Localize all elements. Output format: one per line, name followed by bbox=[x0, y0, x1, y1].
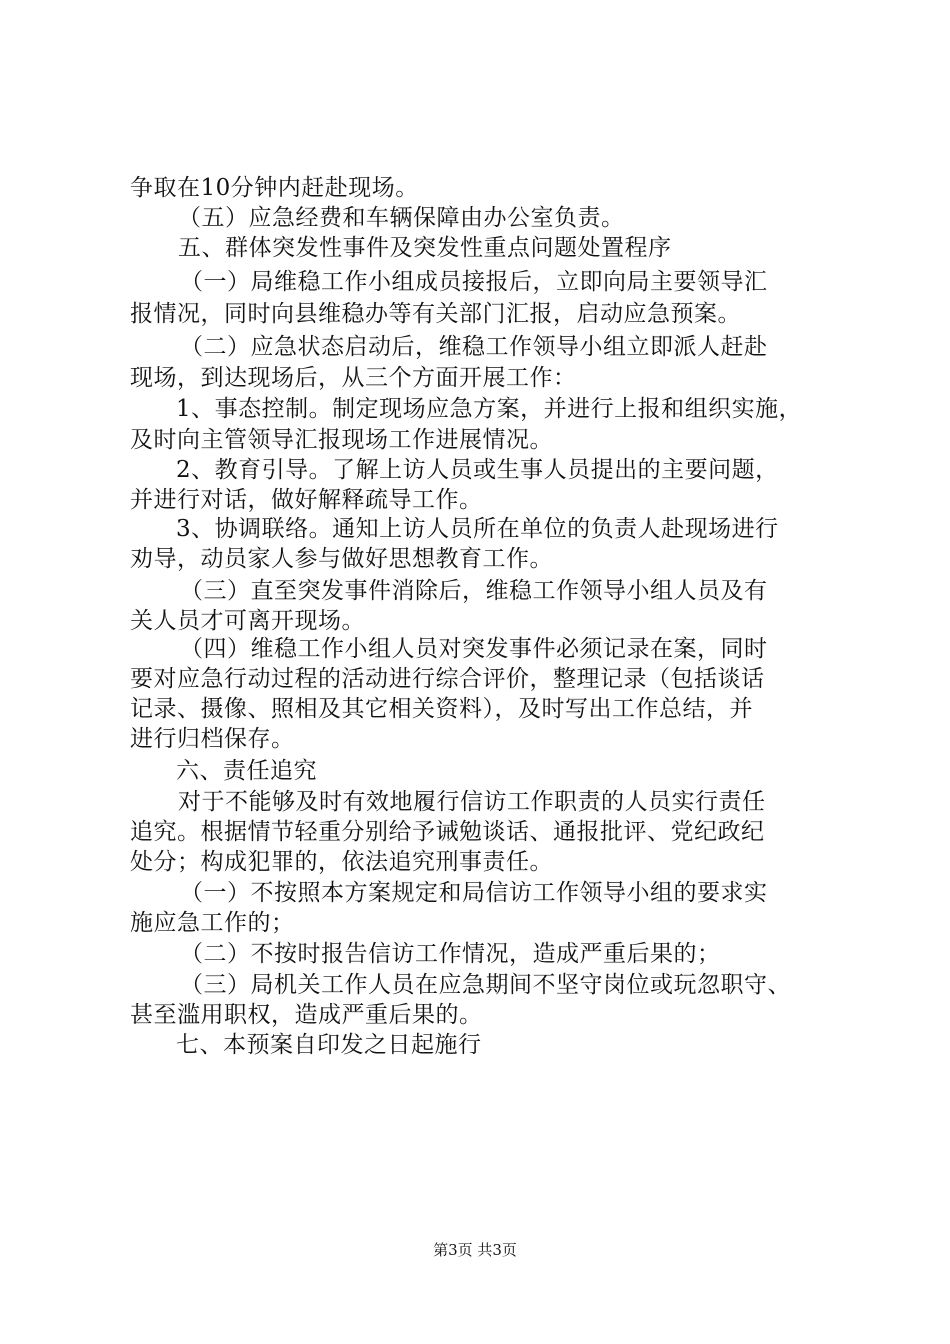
paragraph-line: 争取在10分钟内赶赴现场。 bbox=[130, 175, 419, 201]
paragraph-line: 1、事态控制。制定现场应急方案，并进行上报和组织实施， bbox=[176, 396, 803, 422]
paragraph-line: （三）直至突发事件消除后，维稳工作领导小组人员及有 bbox=[180, 578, 768, 604]
paragraph-line: 报情况，同时向县维稳办等有关部门汇报，启动应急预案。 bbox=[130, 301, 741, 327]
paragraph-line: （四）维稳工作小组人员对突发事件必须记录在案，同时 bbox=[180, 636, 768, 662]
paragraph-line: 现场，到达现场后，从三个方面开展工作： bbox=[130, 365, 577, 391]
paragraph-line: 要对应急行动过程的活动进行综合评价，整理记录（包括谈话 bbox=[130, 666, 765, 692]
paragraph-line: 施应急工作的； bbox=[130, 910, 295, 936]
paragraph-line: （二）应急状态启动后，维稳工作领导小组立即派人赶赴 bbox=[180, 334, 768, 360]
paragraph-line: 记录、摄像、照相及其它相关资料），及时写出工作总结，并 bbox=[130, 696, 753, 722]
paragraph-line: 对于不能够及时有效地履行信访工作职责的人员实行责任 bbox=[178, 789, 766, 815]
paragraph-line: 追究。根据情节轻重分别给予诫勉谈话、通报批评、党纪政纪 bbox=[130, 819, 765, 845]
paragraph-line: 关人员才可离开现场。 bbox=[130, 608, 365, 634]
section-heading: 七、本预案自印发之日起施行 bbox=[176, 1032, 482, 1058]
paragraph-line: 3、协调联络。通知上访人员所在单位的负责人赴现场进行 bbox=[176, 516, 779, 542]
page-number-footer: 第3页 共3页 bbox=[433, 1241, 517, 1259]
paragraph-line: 劝导，动员家人参与做好思想教育工作。 bbox=[130, 546, 553, 572]
paragraph-line: （二）不按时报告信访工作情况，造成严重后果的； bbox=[180, 941, 721, 967]
paragraph-line: 处分；构成犯罪的，依法追究刑事责任。 bbox=[130, 849, 553, 875]
section-heading: 六、责任追究 bbox=[176, 758, 317, 784]
paragraph-line: 并进行对话，做好解释疏导工作。 bbox=[130, 487, 483, 513]
section-heading: 五、群体突发性事件及突发性重点问题处置程序 bbox=[178, 235, 672, 261]
paragraph-line: 2、教育引导。了解上访人员或生事人员提出的主要问题， bbox=[176, 457, 779, 483]
paragraph-line: （三）局机关工作人员在应急期间不坚守岗位或玩忽职守、 bbox=[180, 972, 791, 998]
paragraph-line: （一）不按照本方案规定和局信访工作领导小组的要求实 bbox=[180, 880, 768, 906]
paragraph-line: 甚至滥用职权，造成严重后果的。 bbox=[130, 1002, 483, 1028]
paragraph-line: （一）局维稳工作小组成员接报后，立即向局主要领导汇 bbox=[180, 269, 768, 295]
paragraph-line: 进行归档保存。 bbox=[130, 726, 295, 752]
paragraph-line: （五）应急经费和车辆保障由办公室负责。 bbox=[178, 205, 625, 231]
paragraph-line: 及时向主管领导汇报现场工作进展情况。 bbox=[130, 427, 553, 453]
